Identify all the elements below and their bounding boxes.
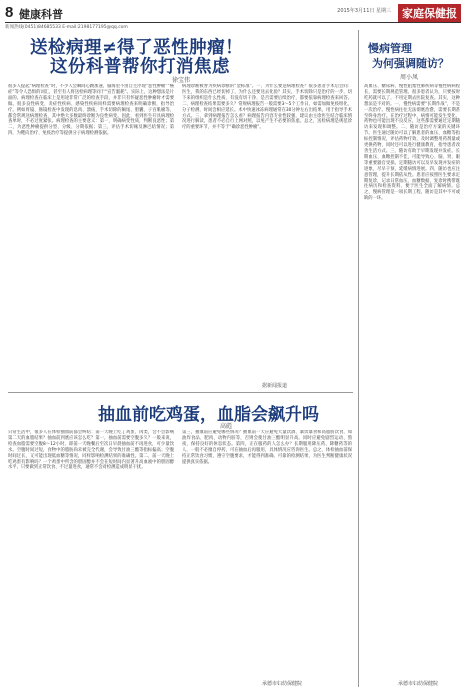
issue-date: 2015年3月11日 星期三 [337, 8, 391, 14]
article1-headline-line1: 送检病理≠得了恶性肿瘤！ [30, 38, 244, 58]
article1-column-left: 很多人提起“病理检查”时，不少人会瞬间心跳加速，脑海里不由自主浮现“恶性肿瘤”“癌症”等令人恐惧的词汇，甚至有人将送检病理等同于“宣告噩耗”。实际上，这种想法是片面的。病理检查在临床上是用途非常广泛的检查手段，并非只有怀疑恶性肿瘤时才需要做。很多良性病变、炎症性疾病、感染性疾病同样需要病理检查来明确诊断，指导治疗。例如胃镜、肠镜检查中发现的息肉、溃疡，手术切除的阑尾、胆囊、子宫肌瘤等，都会常规送病理检查，其中绝大多数最终诊断为良性病变。因此，看到医生开具病理检查单时，不必过度紧张。病理检查的主要意义：第一，明确病变性质，判断良恶性；第二，为恶性肿瘤提供分型、分级、分期依据；第三，评估手术切缘及淋巴结情况；第四，为靶向治疗、免疫治疗等提供分子病理检测依据。 [8, 84, 174, 137]
page-header [5, 4, 461, 24]
article-separator [8, 392, 353, 393]
subheader-bar [5, 22, 461, 29]
newspaper-brand: 家庭保健报 [398, 4, 461, 22]
article1-source: 据新闻报道 [262, 383, 288, 389]
article2-byline: 高彪 [220, 423, 233, 430]
sidebar-headline-line1: 慢病管理 [368, 42, 412, 55]
sidebar-byline: 周小凤 [400, 74, 419, 81]
article1-column-right: 病理诊断被誉为疾病诊断的“金标准”。一、为什么要送病理检查？很多患者手术后会问：医生，我的东西已经切掉了，为什么还要送去化验？其实，手术切除只是治疗的一步，切下来的组织是什么性质、有没有切干净、是否需要后续治疗，都要依靠病理检查来回答。二、病理检查结果需要多久？常规病理报告一般需要3～5个工作日，如需加做免疫组化、分子检测，时间会相应延长。术中快速冰冻病理通常在30分钟左右出结果，用于指导手术方式。三、拿到病理报告怎么看？病理报告内容专业性较强，建议由主诊医生结合临床情况进行解读，患者不必自行上网对照，以免产生不必要的焦虑。总之，送检病理是规范诊疗的重要环节，并不等于“确诊恶性肿瘤”。 [182, 84, 352, 131]
section-name: 健康科普 [19, 8, 63, 21]
sidebar-source: 承德市妇幼保健院 [398, 681, 439, 687]
article2-column-right: 第三，抽血前应避免哪些情况？抽血前一天应避免大量饮酒、暴饮暴食和高脂肪饮食，如油炸食品、肥肉、动物内脏等，否则会使甘油三酯明显升高。同时应避免剧烈运动、熬夜，保持良好的休息状态。第四，正在服药的人怎么办？长期服用降压药、降糖药等的人，一般不必擅自停药，可在抽血后再服用，具体情况应咨询医生。总之，体检抽血前保持正常饮食习惯，遵守空腹要求，才能得到准确、可靠的检测结果，为医生判断健康状况提供真实依据。 [182, 430, 352, 465]
contact-line: 新闻热线(0451)84685533 E-mail:2198177195@qq.com [5, 25, 128, 30]
sidebar-column: 高血压、糖尿病、慢性阻塞性肺疾病等慢性病病程长，需要长期规范管理。很多患者认为，只要按时吃药就可以了，不用定期去医院复查。其实，这种想法是不对的。一、慢性病需要“长期作战”，不是一次治疗。慢性病往往无法彻底治愈，需要长期甚至终身治疗。在治疗过程中，病情可能发生变化，药物也可能出现不良反应，这些都需要通过定期随访来发现和调整。二、随访是治疗方案的关键环节。医生通过随访可以了解患者的血压、血糖等指标控制情况，评估药物疗效，及时调整用药剂量或更换药物，同时还可以进行健康教育，指导患者改善生活方式。三、随访有助于早期发现并发症。长期血压、血糖控制不佳，可能导致心、脑、肾、眼等重要器官受损。定期随访可以及早发现并发症的迹象，尽早干预，延缓病情进展。四、随访也应注意管理，提升长期依从性。患者应按照医生要求定期复诊，记录日常血压、血糖数据，复诊时携带既往病历和检查资料，便于医生全面了解病情。总之，慢病管理是一项长期工程，随访是其中不可或缺的一环。 [364, 84, 460, 202]
article1-byline: 徐宝伟 [172, 77, 191, 84]
article2-source: 承德市妇幼保健院 [262, 681, 303, 687]
column-divider [358, 30, 359, 687]
article2-headline: 抽血前吃鸡蛋，血脂会飙升吗 [98, 405, 319, 425]
page-number: 8 [5, 4, 14, 21]
article1-headline-line2: 这份科普帮你打消焦虑 [50, 57, 230, 77]
sidebar-headline-line2: 为何强调随访？ [372, 57, 449, 70]
article2-column-left: 日常生活中，很多人在体检抽血前都会纠结：前一天晚上吃了鸡蛋、肉类，会不会影响第二天的血脂结果？抽血前到底应该怎么吃？第一，抽血前需要空腹多久？一般来说，检查血脂需要空腹8～12小时，即前一天晚餐后至次日早晨抽血前不再进食，可少量饮水。空腹时间过短，食物中的脂肪尚未被完全代谢，会导致甘油三酯等指标偏高；空腹时间过长，又可能出现低血糖等情况，同样影响检测结果的准确性。第二，前一天晚上吃鸡蛋有影响吗？一个鸡蛋中所含的胆固醇并不会在短时间内显著升高血液中的胆固醇水平，只要做到正常饮食、不过量进食，通常不会对检测造成明显干扰。 [8, 430, 174, 471]
